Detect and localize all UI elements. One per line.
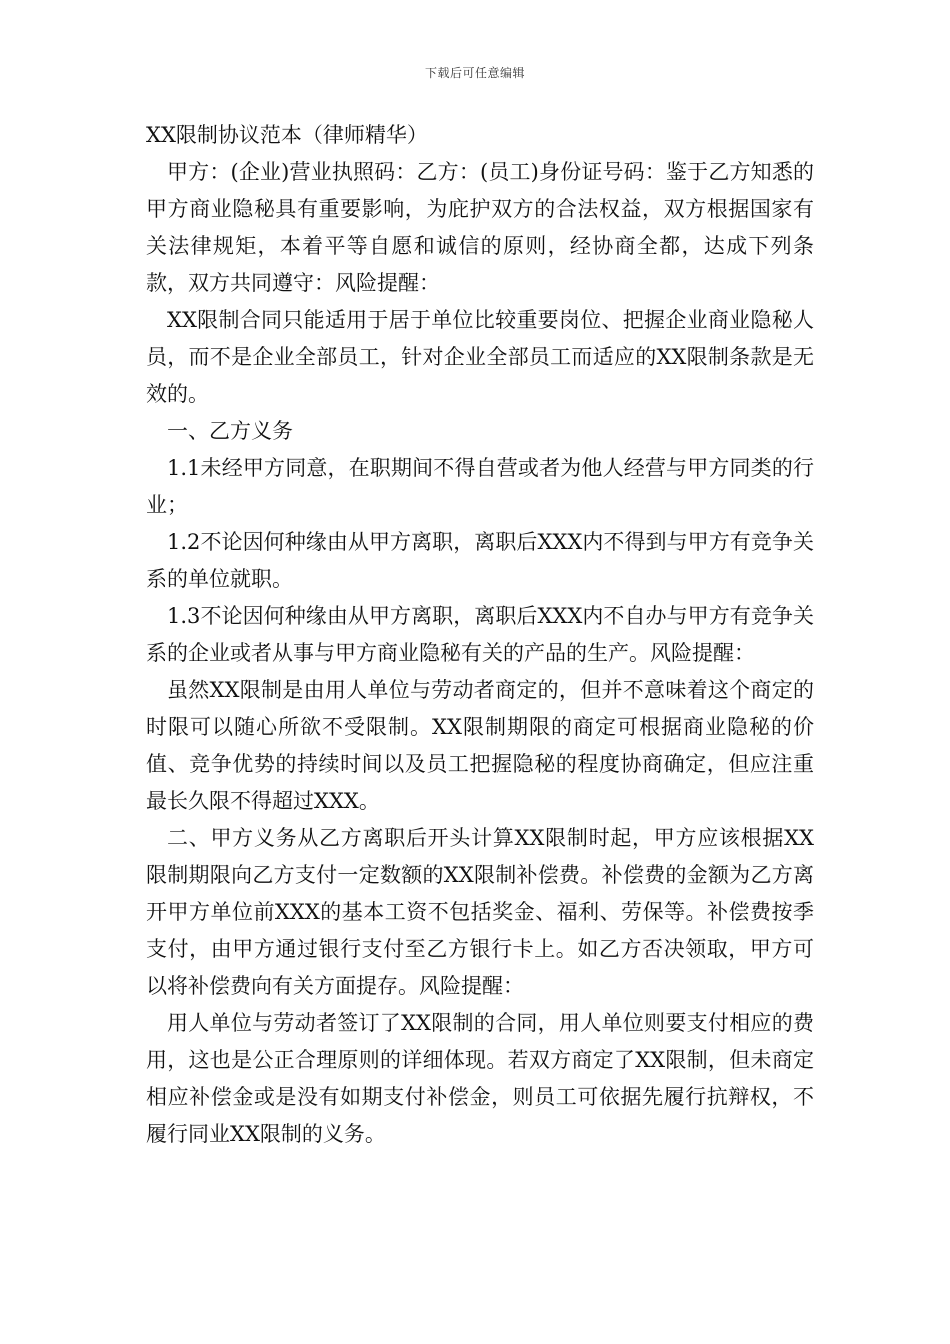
clause-1-1: 1.1未经甲方同意，在职期间不得自营或者为他人经营与甲方同类的行业； — [146, 455, 814, 517]
document-title: XX限制协议范本（律师精华） — [146, 123, 428, 147]
paragraph-intro: 甲方：(企业)营业执照码：乙方：(员工)身份证号码：鉴于乙方知悉的甲方商业隐秘具有重要影响，为庇护双方的合法权益，双方根据国家有关法律规矩，本着平等自愿和诚信的原则，经协商全都，达成下列条款，双方共同遵守：风险提醒： — [146, 159, 814, 295]
paragraph-risk-compensation: 用人单位与劳动者签订了XX限制的合同，用人单位则要支付相应的费用，这也是公正合理原则的详细体现。若双方商定了XX限制，但未商定相应补偿金或是没有如期支付补偿金，则员工可依据先履行抗辩权，不履行同业XX限制的义务。 — [146, 1010, 814, 1146]
page-header: 下载后可任意编辑 — [424, 66, 525, 80]
document-body — [146, 118, 814, 1153]
section-party-a-obligations: 二、甲方义务从乙方离职后开头计算XX限制时起，甲方应该根据XX限制期限向乙方支付一定数额的XX限制补偿费。补偿费的金额为乙方离开甲方单位前XXX的基本工资不包括奖金、福利、劳保等。补偿费按季支付，由甲方通过银行支付至乙方银行卡上。如乙方否决领取，甲方可以将补偿费向有关方面提存。风险提醒： — [146, 825, 814, 998]
paragraph-risk-scope: XX限制合同只能适用于居于单位比较重要岗位、把握企业商业隐秘人员，而不是企业全部员工，针对企业全部员工而适应的XX限制条款是无效的。 — [146, 307, 814, 406]
clause-1-3: 1.3不论因何种缘由从甲方离职，离职后XXX内不自办与甲方有竞争关系的企业或者从事与甲方商业隐秘有关的产品的生产。风险提醒： — [146, 603, 814, 665]
section-heading-party-b-obligations: 一、乙方义务 — [167, 418, 293, 443]
paragraph-risk-duration: 虽然XX限制是由用人单位与劳动者商定的，但并不意味着这个商定的时限可以随心所欲不受限制。XX限制期限的商定可根据商业隐秘的价值、竞争优势的持续时间以及员工把握隐秘的程度协商确定，但应注重最长久限不得超过XXX。 — [146, 677, 814, 813]
clause-1-2: 1.2不论因何种缘由从甲方离职，离职后XXX内不得到与甲方有竞争关系的单位就职。 — [146, 529, 814, 591]
